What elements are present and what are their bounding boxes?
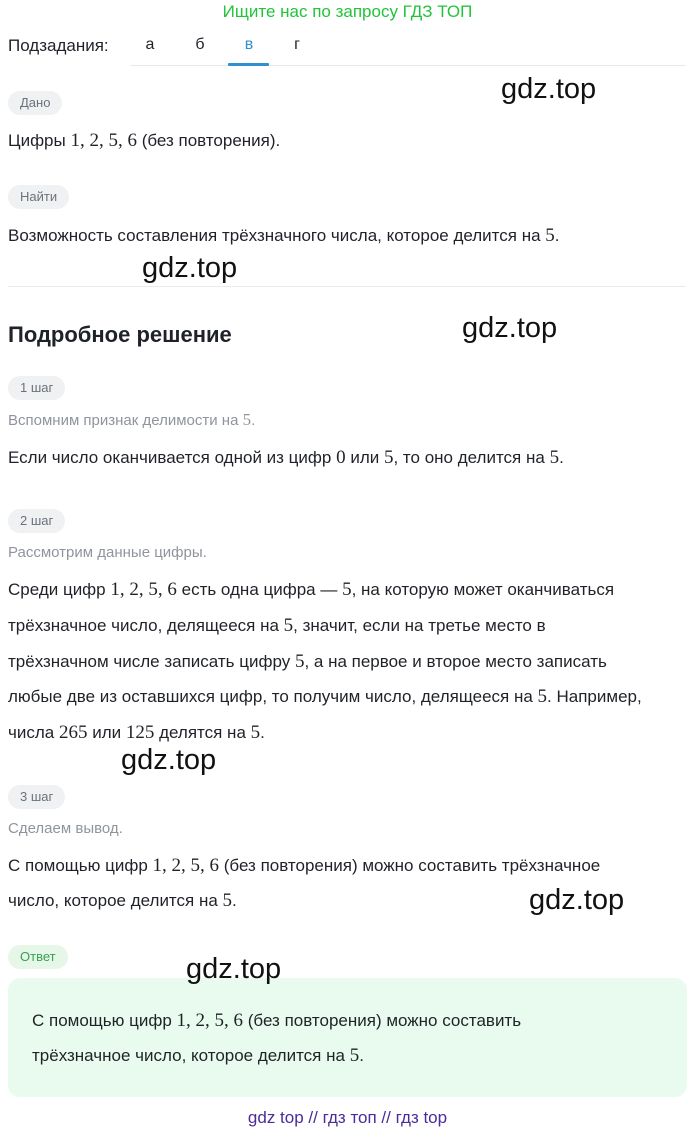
find-text: Возможность составления трёхзначного числа, которое делится на 5. — [8, 225, 560, 246]
watermark: gdz.top — [501, 73, 597, 105]
answer-box — [8, 978, 687, 1097]
find-pill: Найти — [8, 185, 69, 209]
given-text: Цифры 1, 2, 5, 6 (без повторения). — [8, 130, 281, 151]
step2-line-2: трёхзначное число, делящееся на 5, значит, если на третье место в — [8, 615, 546, 636]
watermark: gdz.top — [529, 884, 625, 916]
footer-links[interactable]: gdz top // гдз топ // гдз top — [247, 1108, 448, 1127]
step3-line-1: С помощью цифр 1, 2, 5, 6 (без повторения) можно составить трёхзначное — [8, 855, 601, 876]
step2-line-5: числа 265 или 125 делятся на 5. — [8, 722, 265, 743]
step3-pill: 3 шаг — [8, 785, 65, 809]
step2-hint: Рассмотрим данные цифры. — [8, 544, 207, 561]
watermark: gdz.top — [121, 744, 217, 776]
tab-a[interactable]: а — [145, 36, 155, 53]
step3-hint: Сделаем вывод. — [8, 820, 123, 837]
tab-g[interactable]: г — [294, 36, 300, 53]
promo-banner[interactable]: Ищите нас по запросу ГДЗ ТОП — [222, 2, 473, 21]
active-tab-indicator — [228, 63, 269, 66]
step1-hint: Вспомним признак делимости на 5. — [8, 410, 256, 429]
watermark: gdz.top — [142, 252, 238, 284]
tab-v[interactable]: в — [244, 36, 254, 53]
subtasks-label: Подзадания: — [8, 36, 109, 55]
step3-line-2: число, которое делится на 5. — [8, 890, 237, 911]
answer-line-2: трёхзначное число, которое делится на 5. — [32, 1045, 364, 1066]
step1-text: Если число оканчивается одной из цифр 0 или 5, то оно делится на 5. — [8, 447, 564, 468]
watermark: gdz.top — [462, 312, 558, 344]
step2-line-3: трёхзначном числе записать цифру 5, а на первое и второе место записать — [8, 651, 607, 672]
step2-line-4: любые две из оставшихся цифр, то получим число, делящееся на 5. Например, — [8, 686, 642, 707]
tabs-divider — [130, 65, 686, 66]
section-divider — [8, 286, 686, 287]
given-pill: Дано — [8, 91, 62, 115]
solution-heading: Подробное решение — [8, 322, 232, 347]
step2-line-1: Среди цифр 1, 2, 5, 6 есть одна цифра — 5, на которую может оканчиваться — [8, 579, 615, 600]
answer-line-1: С помощью цифр 1, 2, 5, 6 (без повторения) можно составить — [32, 1010, 522, 1031]
watermark: gdz.top — [186, 953, 282, 985]
answer-pill: Ответ — [8, 945, 68, 969]
step2-pill: 2 шаг — [8, 509, 65, 533]
step1-pill: 1 шаг — [8, 376, 65, 400]
tab-b[interactable]: б — [195, 36, 205, 53]
